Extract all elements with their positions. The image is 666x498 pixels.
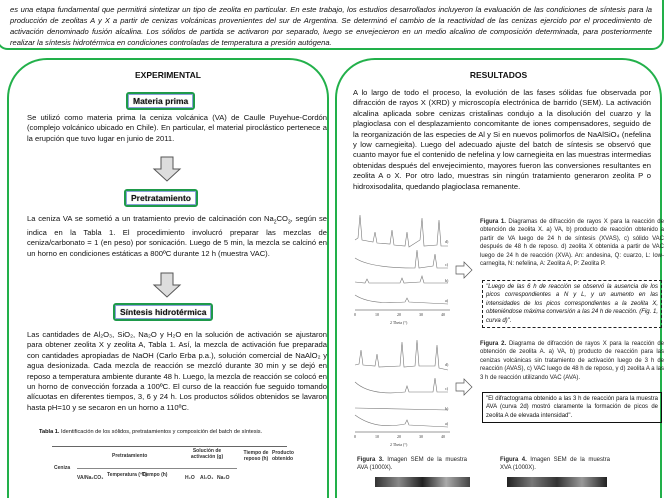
resultados-text: A lo largo de todo el proceso, la evolución de las fases sólidas fue observada por difracción de rayos X (XRD) y microscopía electrónica de barrido (SEM). La activación alcalina aplicada sobre cenizas cristalinas condujo a la disolución del cuarzo y la plagioclasa con el desplazamiento concomitante de iones compensadores, seguido de la reorganización de las especies de Al y Si en nuevos polimorfos de NaAlSiO₄ (nefelina y low carnegieita). Luego del adecuado ajuste del batch de síntesis se observó que cuanto mayor fue el contenido de nefelina y low carnegieita en las muestras intermedias obtenidas después del envejecimiento, mayores fueron las conversiones resultantes en zeolita A o X. Por otro lado, muestras sin ningún tratamiento generaron zeolita P o hidroxisodalita, quedando plagioclasa remanente. (353, 88, 651, 191)
tick-label: 40 (441, 312, 445, 317)
curve-label: b) (445, 406, 449, 411)
tick-label: 20 (397, 312, 401, 317)
tick-label: 0 (354, 434, 356, 439)
tick-label: 30 (419, 434, 423, 439)
figure-2-caption: Figura 2. Diagrama de difracción de rayos X para la reacción de obtención de zeolita A. a) VA, b) producto de reacción para las cenizas volcánicas sin tratamiento de activación luego de 3 h de reacción (AVAS), c) VAC luego de 48 h de reposo, y d) zeolita A a las 3 h de reacción utilizando VAC (AVA). (480, 341, 664, 381)
figure-1-quote: "Luego de las 6 h de reacción se observó la ausencia de los picos correspondientes a N y L, y un aumento en las intensidades de los picos correspondientes a la zeolita X, obteniéndose máxima conversión a las 24 h de reacción. (Fig. 1, curva d)". (482, 280, 662, 328)
materia-prima-label: Materia prima (126, 92, 195, 110)
tick-label: 30 (419, 312, 423, 317)
materia-prima-text: Se utilizó como materia prima la ceniza volcánica (VA) de Caulle Puyehue-Cordón (complejo volcánico ubicado en Chile). En particular, el material piroclástico pertenece a la erupción que tuvo lugar en junio de 2011. (27, 113, 327, 143)
curve-label: c) (445, 386, 449, 391)
table-caption: Tabla 1. Identificación de los sólidos, pretratamientos y composición del batch de síntesis. (39, 429, 263, 435)
curve-c (355, 250, 448, 268)
resultados-panel (335, 58, 662, 498)
curve-d (355, 340, 448, 370)
composition-table: Ceniza Pretratamiento Solución de activación (g) Tiempo de reposo (h) Producto obtenido VA/Na₂CO₃ Temperatura (ºC) Tiempo (h) H₂O Al₂O₃ Na₂O (52, 446, 287, 486)
abstract-text: es una etapa fundamental que permitirá sintetizar un tipo de zeolita en particular. En este trabajo, los estudios desarrollados incluyeron la evaluación de las condiciones de síntesis para la producción de zeolitas A y X a partir de cenizas volcánicas provenientes del sur de Argentina. Se determinó el cambio de la reactividad de las cenizas ejercido por el procedimiento de activación denominado fusión alcalina. Los sólidos de partida se activaron por separado, luego se envejecieron en un medio alcalino de composición determinada, para posteriormente realizar la síntesis hidrotérmica en condiciones controladas de temperatura a presión autógena. (10, 5, 652, 47)
x-axis-label: 2 Theta (°) (390, 442, 408, 447)
figure-2-xrd-chart (345, 330, 460, 450)
figure-3-sem-image (375, 477, 470, 487)
tick-label: 10 (375, 312, 379, 317)
tick-label: 20 (397, 434, 401, 439)
right-arrow-icon (455, 261, 473, 279)
curve-label: d) (445, 239, 449, 244)
figure-1-caption: Figura 1. Diagramas de difracción de rayos X para la reacción de obtención de zeolita X. a) VA, b) producto de reacción obtenido a partir de VA luego de 24 h de síntesis (XVAS), c) sólido VAC después de 48 h de reposo. d) zeolita X obtenida a partir de VAC luego de 24 h de reacción (XVA). An: andesina, Q: cuarzo, L: low-carnegita, N: nefelina, A: Zeolita A, P: Zeolita P. (480, 219, 664, 268)
curve-label: b) (445, 278, 449, 283)
curve-b (355, 276, 448, 283)
figure-3-caption: Figura 3. Imagen SEM de la muestra AVA (1000X). (357, 457, 467, 472)
resultados-title: RESULTADOS (469, 70, 528, 80)
right-arrow-icon (455, 378, 473, 396)
experimental-panel (7, 58, 329, 498)
pretratamiento-label: Pretratamiento (124, 189, 198, 207)
down-arrow-icon (152, 272, 182, 298)
curve-label: c) (445, 262, 449, 267)
curve-label: a) (445, 421, 449, 426)
figure-4-caption: Figura 4. Imagen SEM de la muestra XVA (1000X). (500, 457, 610, 472)
tick-label: 10 (375, 434, 379, 439)
tick-label: 0 (354, 312, 356, 317)
sintesis-label: Síntesis hidrotérmica (113, 303, 213, 321)
curve-b (355, 408, 448, 410)
curve-label: a) (445, 298, 449, 303)
figure-4-sem-image (507, 477, 607, 487)
sintesis-text: Las cantidades de Al₂O₃, SiO₂, Na₂O y H₂O en la solución de activación se ajustaron para obtener zeolita X y zeolita A, Tabla 1. Así, la mezcla de activación fue preparada con cantidades apropiadas de NaOH (Carlo Erba p.a.), solución comercial de NaAlO₂ y agua desionizada. Cada mezcla de reacción se mezcló durante 30 min y se dejó en reposo a temperatura ambiente durante 48 h. Luego, la mezcla de reacción se colocó en un horno de convección forzada a 100ºC. El curso de la reacción fue seguido tomando alícuotas en diferentes tiempos, 3, 6 y 24 h. Los productos sólidos obtenidos se lavaron hasta pH=10 y se secaron en un horno a 110ºC. (27, 330, 327, 412)
curve-a (355, 415, 448, 427)
curve-c (355, 378, 448, 393)
figure-2-quote: "El difractograma obtenido a las 3 h de reacción para la muestra AVA (curva 2d) mostró claramente la formación de picos de zeolita A de elevada intensidad". (482, 392, 662, 423)
experimental-title: EXPERIMENTAL (135, 70, 201, 80)
figure-1-xrd-chart (345, 210, 460, 330)
pretratamiento-text: La ceniza VA se sometió a un tratamiento previo de calcinación con $Na_2CO_3$, según se indica en la Tabla 1. El procedimiento involucró preparar las mezclas de ceniza/carbonato = 1 (en peso) por sonicación. Luego de 5 min, la mezcla se calcinó en un horno en condiciones estáticas a 800ºC durante 12 h (muestra VAC). (27, 214, 327, 258)
curve-a (355, 295, 448, 304)
curve-label: d) (445, 362, 449, 367)
down-arrow-icon (152, 156, 182, 182)
x-axis-label: 2 Theta (°) (390, 320, 408, 325)
abstract-box (0, 0, 664, 50)
tick-label: 40 (441, 434, 445, 439)
curve-d (355, 215, 448, 247)
